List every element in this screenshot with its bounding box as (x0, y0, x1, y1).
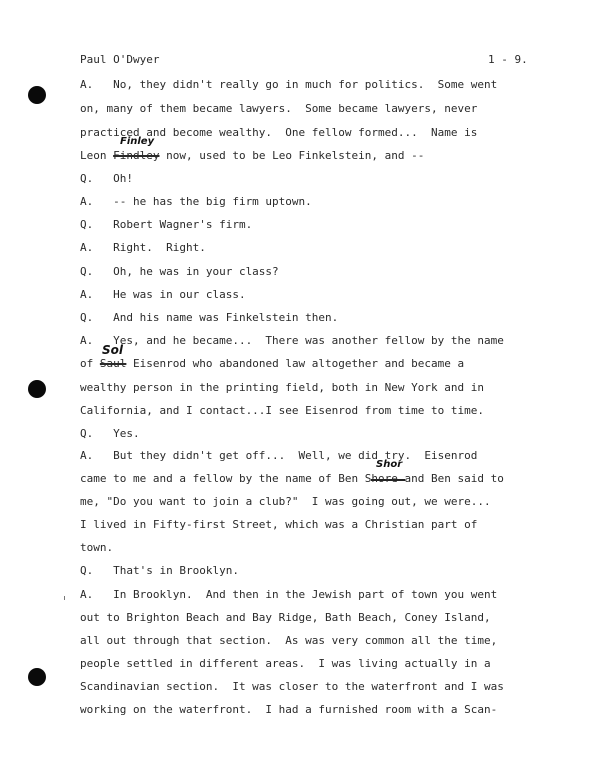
page-number: 1 - 9. (488, 53, 528, 66)
transcript-line: me, "Do you want to join a club?" I was going out, we were... (80, 495, 491, 508)
transcript-line: A. He was in our class. (80, 288, 246, 301)
transcript-line: Q. Oh, he was in your class? (80, 265, 279, 278)
transcript-line (80, 357, 464, 370)
transcript-line: practiced and become wealthy. One fellow formed... Name is (80, 126, 478, 139)
transcript-line: Q. That's in Brooklyn. (80, 564, 239, 577)
transcript-line: working on the waterfront. I had a furnished room with a Scan- (80, 703, 498, 716)
line-text: Eisenrod who abandoned law altogether and became a (126, 357, 465, 370)
interviewee-name: Paul O'Dwyer (80, 53, 160, 66)
transcript-line: A. -- he has the big firm uptown. (80, 195, 312, 208)
punch-hole (28, 86, 46, 104)
line-text: now, used to be Leo Finkelstein, and -- (159, 149, 425, 162)
transcript-line: A. Right. Right. (80, 241, 206, 254)
transcript-line: I lived in Fifty-first Street, which was a Christian part of (80, 518, 478, 531)
transcript-line: Q. Yes. (80, 427, 140, 440)
line-text: Leon (80, 149, 114, 162)
transcript-line: came to me and a fellow by the name of Ben Shore and Ben said to (80, 472, 504, 485)
punch-hole (28, 380, 46, 398)
transcript-line: A. But they didn't get off... Well, we did try. Eisenrod (80, 449, 478, 462)
margin-mark (64, 596, 65, 600)
punch-hole (28, 668, 46, 686)
transcript-line: all out through that section. As was very common all the time, (80, 634, 498, 647)
transcript-line: Q. Oh! (80, 172, 133, 185)
transcript-line: out to Brighton Beach and Bay Ridge, Bath Beach, Coney Island, (80, 611, 491, 624)
transcript-line: Q. And his name was Finkelstein then. (80, 311, 339, 324)
line-text: of (80, 357, 100, 370)
transcript-line (80, 149, 424, 162)
handwritten-correction: Finley (120, 136, 155, 147)
handwritten-correction: Sol (102, 343, 123, 357)
transcript-line: wealthy person in the printing field, both in New York and in (80, 381, 484, 394)
transcript-line: A. Yes, and he became... There was another fellow by the name (80, 334, 504, 347)
transcript-line: on, many of them became lawyers. Some became lawyers, never (80, 102, 478, 115)
struck-text: Saul (99, 357, 127, 370)
transcript-line: people settled in different areas. I was living actually in a (80, 657, 491, 670)
transcript-line: Scandinavian section. It was closer to the waterfront and I was (80, 680, 504, 693)
transcript-line: town. (80, 541, 114, 554)
handwritten-correction: Shor (376, 459, 403, 470)
transcript-line: California, and I contact...I see Eisenrod from time to time. (80, 404, 484, 417)
transcript-line: A. No, they didn't really go in much for politics. Some went (80, 78, 498, 91)
transcript-line: Q. Robert Wagner's firm. (80, 218, 253, 231)
transcript-line: A. In Brooklyn. And then in the Jewish part of town you went (80, 588, 498, 601)
struck-text: Findley (113, 149, 160, 162)
